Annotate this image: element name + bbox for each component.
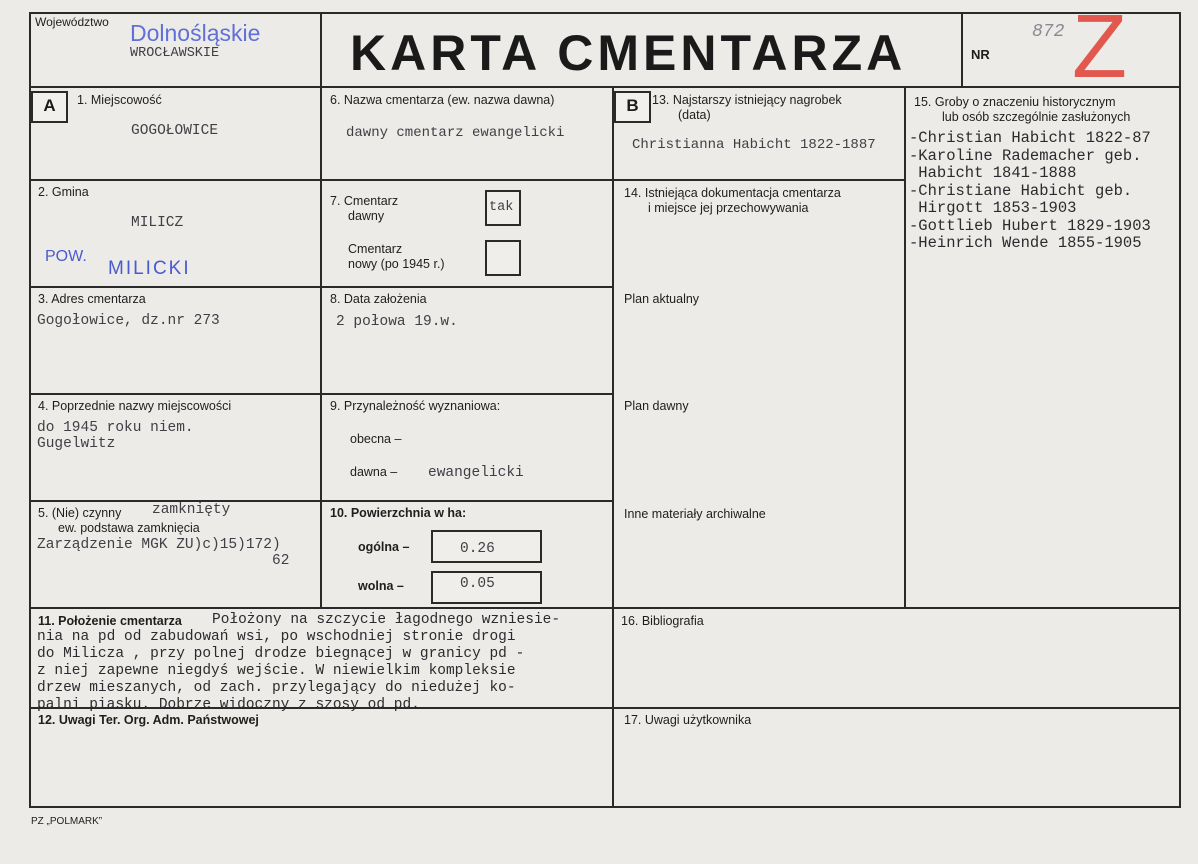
field-12-label: 12. Uwagi Ter. Org. Adm. Państwowej [38, 713, 259, 727]
field-15-line: Habicht 1841-1888 [909, 164, 1077, 182]
field-9-label: 9. Przynależność wyznaniowa: [330, 399, 501, 413]
field-8-label: 8. Data założenia [330, 292, 427, 306]
field-1-value: GOGOŁOWICE [131, 123, 219, 139]
field-2-value: MILICZ [131, 215, 184, 231]
field-15-line: -Karoline Rademacher geb. [909, 146, 1142, 165]
header-sep-1 [320, 12, 322, 88]
field-5-label-1: 5. (Nie) czynny [38, 506, 122, 520]
inne-materialy-label: Inne materiały archiwalne [624, 507, 766, 521]
row-line-2 [29, 286, 614, 288]
field-9-dawna-label: dawna – [350, 465, 398, 479]
field-10-ogolna-label: ogólna – [358, 540, 410, 554]
field-13-value: Christianna Habicht 1822-1887 [632, 137, 876, 153]
field-16-label: 16. Bibliografia [621, 614, 704, 628]
field-7-dawny-value: tak [489, 200, 514, 215]
field-7-label-2: dawny [348, 209, 385, 223]
field-1-label: 1. Miejscowość [77, 93, 162, 107]
frame-left [29, 12, 31, 808]
nr-label: NR [971, 47, 990, 62]
field-11-line-3: do Milicza , przy polnej drodze biegnącej w granicy pd - [37, 646, 525, 662]
field-5-value-2: 62 [272, 553, 290, 569]
field-15-line: -Christiane Habicht geb. [909, 181, 1133, 200]
field-11-line-4: z niej zapewne niegdyś wejście. W niewielkim kompleksie [37, 663, 516, 679]
field-2-label: 2. Gmina [38, 185, 89, 199]
field-6-value: dawny cmentarz ewangelicki [346, 125, 565, 141]
field-5-status: zamknięty [152, 502, 231, 518]
header-divider [29, 86, 1181, 88]
field-9-obecna-label: obecna – [350, 432, 402, 446]
nr-red-letter: Z [1072, 0, 1127, 97]
printer-mark: PZ „POLMARK” [31, 816, 103, 827]
field-15-line: -Gottlieb Hubert 1829-1903 [909, 216, 1151, 235]
field-14-label-1: 14. Istniejąca dokumentacja cmentarza [624, 186, 841, 200]
field-6-label: 6. Nazwa cmentarza (ew. nazwa dawna) [330, 93, 555, 107]
field-7-label-1: 7. Cmentarz [330, 194, 399, 208]
field-11-label: 11. Położenie cmentarza [38, 614, 182, 628]
field-10-label: 10. Powierzchnia w ha: [330, 506, 467, 520]
field-15-line: Hirgott 1853-1903 [909, 199, 1077, 217]
wojewodztwo-label: Województwo [35, 15, 109, 29]
field-4-label: 4. Poprzednie nazwy miejscowości [38, 399, 232, 413]
row-line-5 [29, 607, 1181, 609]
frame-top [29, 12, 1181, 14]
field-15-label-1: 15. Groby o znaczeniu historycznym [914, 95, 1116, 109]
plan-dawny-label: Plan dawny [624, 399, 689, 413]
section-b-badge: B [614, 91, 651, 123]
field-5-label-2: ew. podstawa zamknięcia [58, 521, 200, 535]
field-2-hand-milicki: MILICKI [108, 258, 191, 279]
field-15-line: -Christian Habicht 1822-87 [909, 129, 1151, 147]
col-sep-1 [320, 86, 322, 608]
row-line-1 [29, 179, 614, 181]
field-2-hand-pow: POW. [45, 248, 87, 265]
field-4-value-2: Gugelwitz [37, 436, 116, 452]
row-line-14 [612, 179, 906, 181]
field-14-label-2: i miejsce jej przechowywania [648, 201, 809, 215]
field-15-line: -Heinrich Wende 1855-1905 [909, 234, 1142, 252]
col-sep-3 [904, 86, 906, 608]
wojewodztwo-stamp: Dolnośląskie [130, 20, 261, 46]
wojewodztwo-typed: WROCŁAWSKIE [130, 46, 220, 61]
col-sep-2 [612, 86, 614, 806]
field-5-value-1: Zarządzenie MGK ZU)c)15)172) [37, 537, 281, 553]
frame-bottom [29, 806, 1181, 808]
field-17-label: 17. Uwagi użytkownika [624, 713, 752, 727]
field-13-label-2: (data) [678, 108, 711, 122]
plan-aktualny-label: Plan aktualny [624, 292, 700, 306]
field-9-dawna-value: ewangelicki [428, 465, 524, 481]
section-a-badge: A [31, 91, 68, 123]
page-title: KARTA CMENTARZA [350, 25, 907, 81]
field-3-label: 3. Adres cmentarza [38, 292, 146, 306]
field-15-label-2: lub osób szczególnie zasłużonych [942, 110, 1131, 124]
row-line-3 [29, 393, 614, 395]
frame-right [1179, 12, 1181, 808]
header-sep-2 [961, 12, 963, 88]
field-13-label-1: 13. Najstarszy istniejący nagrobek [652, 93, 842, 107]
field-7-label-4: nowy (po 1945 r.) [348, 257, 445, 271]
field-7-nowy-checkbox[interactable] [485, 240, 521, 276]
field-3-value: Gogołowice, dz.nr 273 [37, 313, 220, 329]
field-10-ogolna-value: 0.26 [460, 541, 495, 557]
field-11-line-1: Położony na szczycie łagodnego wzniesie- [212, 612, 561, 628]
field-11-line-2: nia na pd od zabudowań wsi, po wschodniej stronie drogi [37, 629, 516, 645]
field-10-wolna-value: 0.05 [460, 576, 495, 592]
nr-pencil: 872 [1032, 22, 1065, 42]
field-4-value-1: do 1945 roku niem. [37, 420, 194, 436]
field-11-line-5: drzew mieszanych, od zach. przylegający do niedużej ko- [37, 680, 516, 696]
field-7-label-3: Cmentarz [348, 242, 403, 256]
field-10-wolna-label: wolna – [358, 579, 404, 593]
field-8-value: 2 połowa 19.w. [336, 314, 458, 330]
field-11-line-6: palni piasku. Dobrze widoczny z szosy od pd. [37, 697, 420, 713]
row-line-4 [29, 500, 614, 502]
field-15-list [909, 130, 1151, 253]
